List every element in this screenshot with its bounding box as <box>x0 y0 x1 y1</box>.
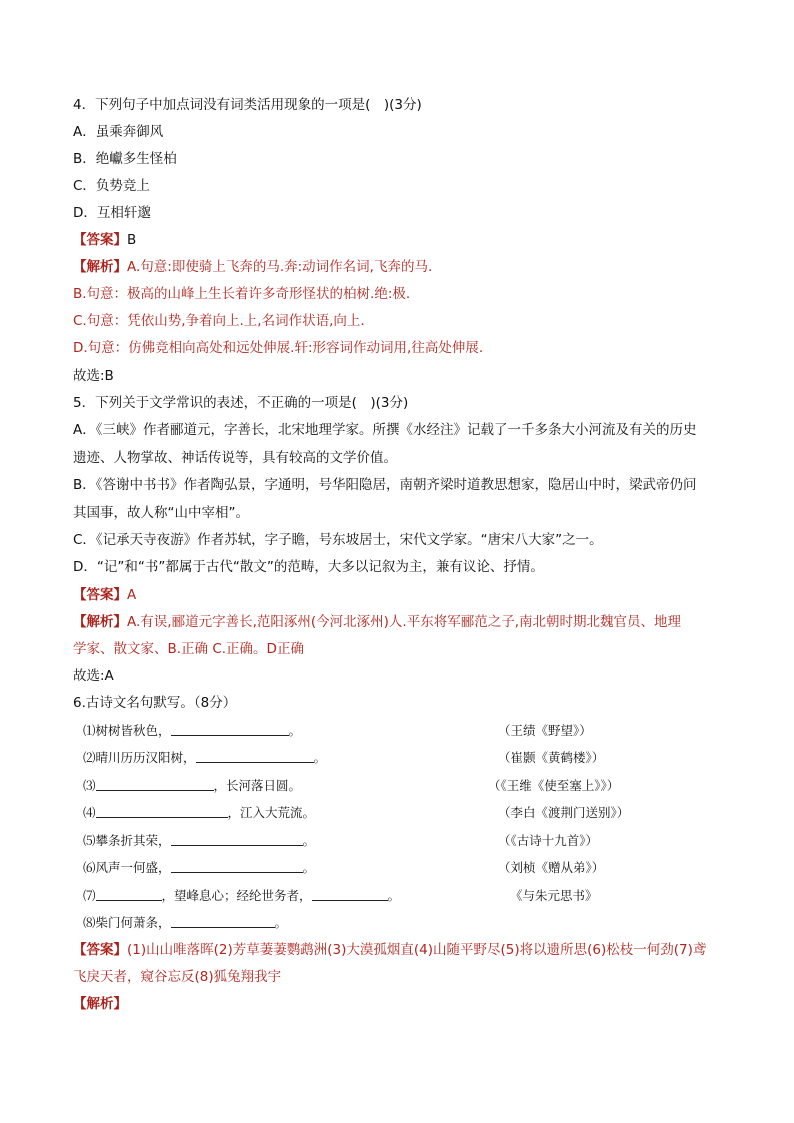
q4-option-a: A．虽乘奔御风 <box>73 124 164 140</box>
answer-value: (1)山山唯落晖(2)芳草萋萋鹦鹉洲(3)大漠孤烟直(4)山随平野尽(5)将以遗所思(6)松枝一何劲(7)鸢 <box>127 942 707 958</box>
line-suffix: ，长河落日圆。 <box>213 778 302 793</box>
q5-analysis-line2: 学家、散文家、B.正确 C.正确。D正确 <box>73 641 304 657</box>
analysis-tag: 【解析】 <box>73 614 127 630</box>
line-suffix: 。 <box>302 860 316 875</box>
answer-blank <box>171 723 289 736</box>
q5-option-c: C．《记承天寺夜游》作者苏轼，字子瞻，号东坡居士，宋代文学家。“唐宋八大家”之一。 <box>73 532 603 548</box>
q6-source-1: （王绩《野望》） <box>498 723 592 738</box>
line-suffix: 。 <box>288 723 302 738</box>
q5-option-b-line1: B．《答谢中书书》作者陶弘景，字通明，号华阳隐居，南朝齐梁时道教思想家，隐居山中时，梁武帝仍问 <box>73 477 697 493</box>
answer-tag: 【答案】 <box>73 942 127 958</box>
q4-option-d: D．互相轩邈 <box>73 205 151 221</box>
answer-blank <box>312 888 388 901</box>
q4-option-c: C．负势竞上 <box>73 178 150 194</box>
line-suffix: 。 <box>313 750 327 765</box>
q5-stem: 5．下列关于文学常识的表述，不正确的一项是( )(3分) <box>73 395 409 411</box>
answer-value: A <box>127 587 137 603</box>
q6-answer-line2: 飞戾天者，窥谷忘反(8)狐兔翔我宇 <box>73 969 282 985</box>
q6-source-2: （崔颢《黄鹤楼》） <box>498 750 605 765</box>
line-prefix: ⑸攀条折其荣， <box>83 833 171 848</box>
q6-source-7: 《与朱元思书》 <box>510 888 598 903</box>
q6-line-2 <box>83 749 326 767</box>
answer-value: B <box>127 232 137 248</box>
q6-source-6: （刘桢《赠从弟》） <box>498 860 605 875</box>
line-middle: ，望峰息心；经纶世务者， <box>161 888 312 903</box>
q4-option-b: B．绝巘多生怪柏 <box>73 151 177 167</box>
q4-answer <box>73 231 136 249</box>
analysis-tag: 【解析】 <box>73 259 127 275</box>
line-prefix: ⑵晴川历历汉阳树， <box>83 750 196 765</box>
q6-line-6 <box>83 859 315 877</box>
answer-tag: 【答案】 <box>73 587 127 603</box>
q5-conclusion: 故选:A <box>73 668 114 684</box>
q6-line-5 <box>83 832 315 850</box>
q5-option-d: D．“记”和“书”都属于古代“散文”的范畴，大多以记叙为主，兼有议论、抒情。 <box>73 559 544 575</box>
line-suffix: 。 <box>302 833 316 848</box>
q6-line-1 <box>83 722 301 740</box>
line-prefix: ⑷ <box>83 805 96 820</box>
q6-source-3: （《王维《使至塞上》》） <box>488 778 620 793</box>
line-prefix: ⑺ <box>83 888 96 903</box>
answer-tag: 【答案】 <box>73 232 127 248</box>
line-prefix: ⑶ <box>83 778 96 793</box>
answer-blank <box>196 750 314 763</box>
q6-analysis-tag: 【解析】 <box>73 996 127 1012</box>
q4-analysis-c: C.句意：凭依山势,争着向上.上,名词作状语,向上. <box>73 313 365 329</box>
line-suffix: ，江入大荒流。 <box>227 805 316 820</box>
line-suffix: 。 <box>274 915 288 930</box>
answer-blank <box>171 833 303 846</box>
q6-line-4 <box>83 804 315 822</box>
analysis-text: A.句意:即使骑上飞奔的马.奔:动词作名词,飞奔的马. <box>127 259 433 275</box>
q6-line-7 <box>83 887 400 905</box>
q5-answer <box>73 586 136 604</box>
line-prefix: ⑻柴门何萧条， <box>83 915 171 930</box>
q6-stem: 6.古诗文名句默写。（8分） <box>73 695 237 711</box>
q5-option-a-line1: A．《三峡》作者郦道元，字善长，北宋地理学家。所撰《水经注》记载了一千多条大小河流及有关的历史 <box>73 422 697 438</box>
q6-answer-line1 <box>73 941 706 959</box>
analysis-text: A.有误,郦道元字善长,范阳涿州(今河北涿州)人.平东将军郦范之子,南北朝时期北魏官员、地理 <box>127 614 681 630</box>
q4-analysis-b: B.句意：极高的山峰上生长着许多奇形怪状的柏树.绝:极. <box>73 286 411 302</box>
q5-option-b-line2: 其国事，故人称“山中宰相”。 <box>73 505 249 521</box>
q4-stem: 4．下列句子中加点词没有词类活用现象的一项是( )(3分) <box>73 97 422 113</box>
line-prefix: ⑴树树皆秋色， <box>83 723 171 738</box>
line-prefix: ⑹风声一何盛， <box>83 860 171 875</box>
q6-source-5: （《古诗十九首》） <box>498 833 599 848</box>
q6-line-3 <box>83 777 301 795</box>
answer-blank <box>171 860 303 873</box>
answer-blank <box>96 778 214 791</box>
q6-line-8 <box>83 914 287 932</box>
q6-source-4: （李白《渡荆门送别》） <box>498 805 630 820</box>
q5-option-a-line2: 遗迹、人物掌故、神话传说等，具有较高的文学价值。 <box>73 450 397 466</box>
line-suffix: 。 <box>387 888 401 903</box>
q4-analysis-d: D.句意：仿佛竞相向高处和远处伸展.轩:形容词作动词用,往高处伸展. <box>73 340 484 356</box>
answer-blank <box>96 888 162 901</box>
answer-blank <box>96 805 228 818</box>
q4-analysis-a <box>73 258 432 276</box>
q5-analysis-line1 <box>73 613 681 631</box>
answer-blank <box>171 915 275 928</box>
q4-conclusion: 故选:B <box>73 368 114 384</box>
